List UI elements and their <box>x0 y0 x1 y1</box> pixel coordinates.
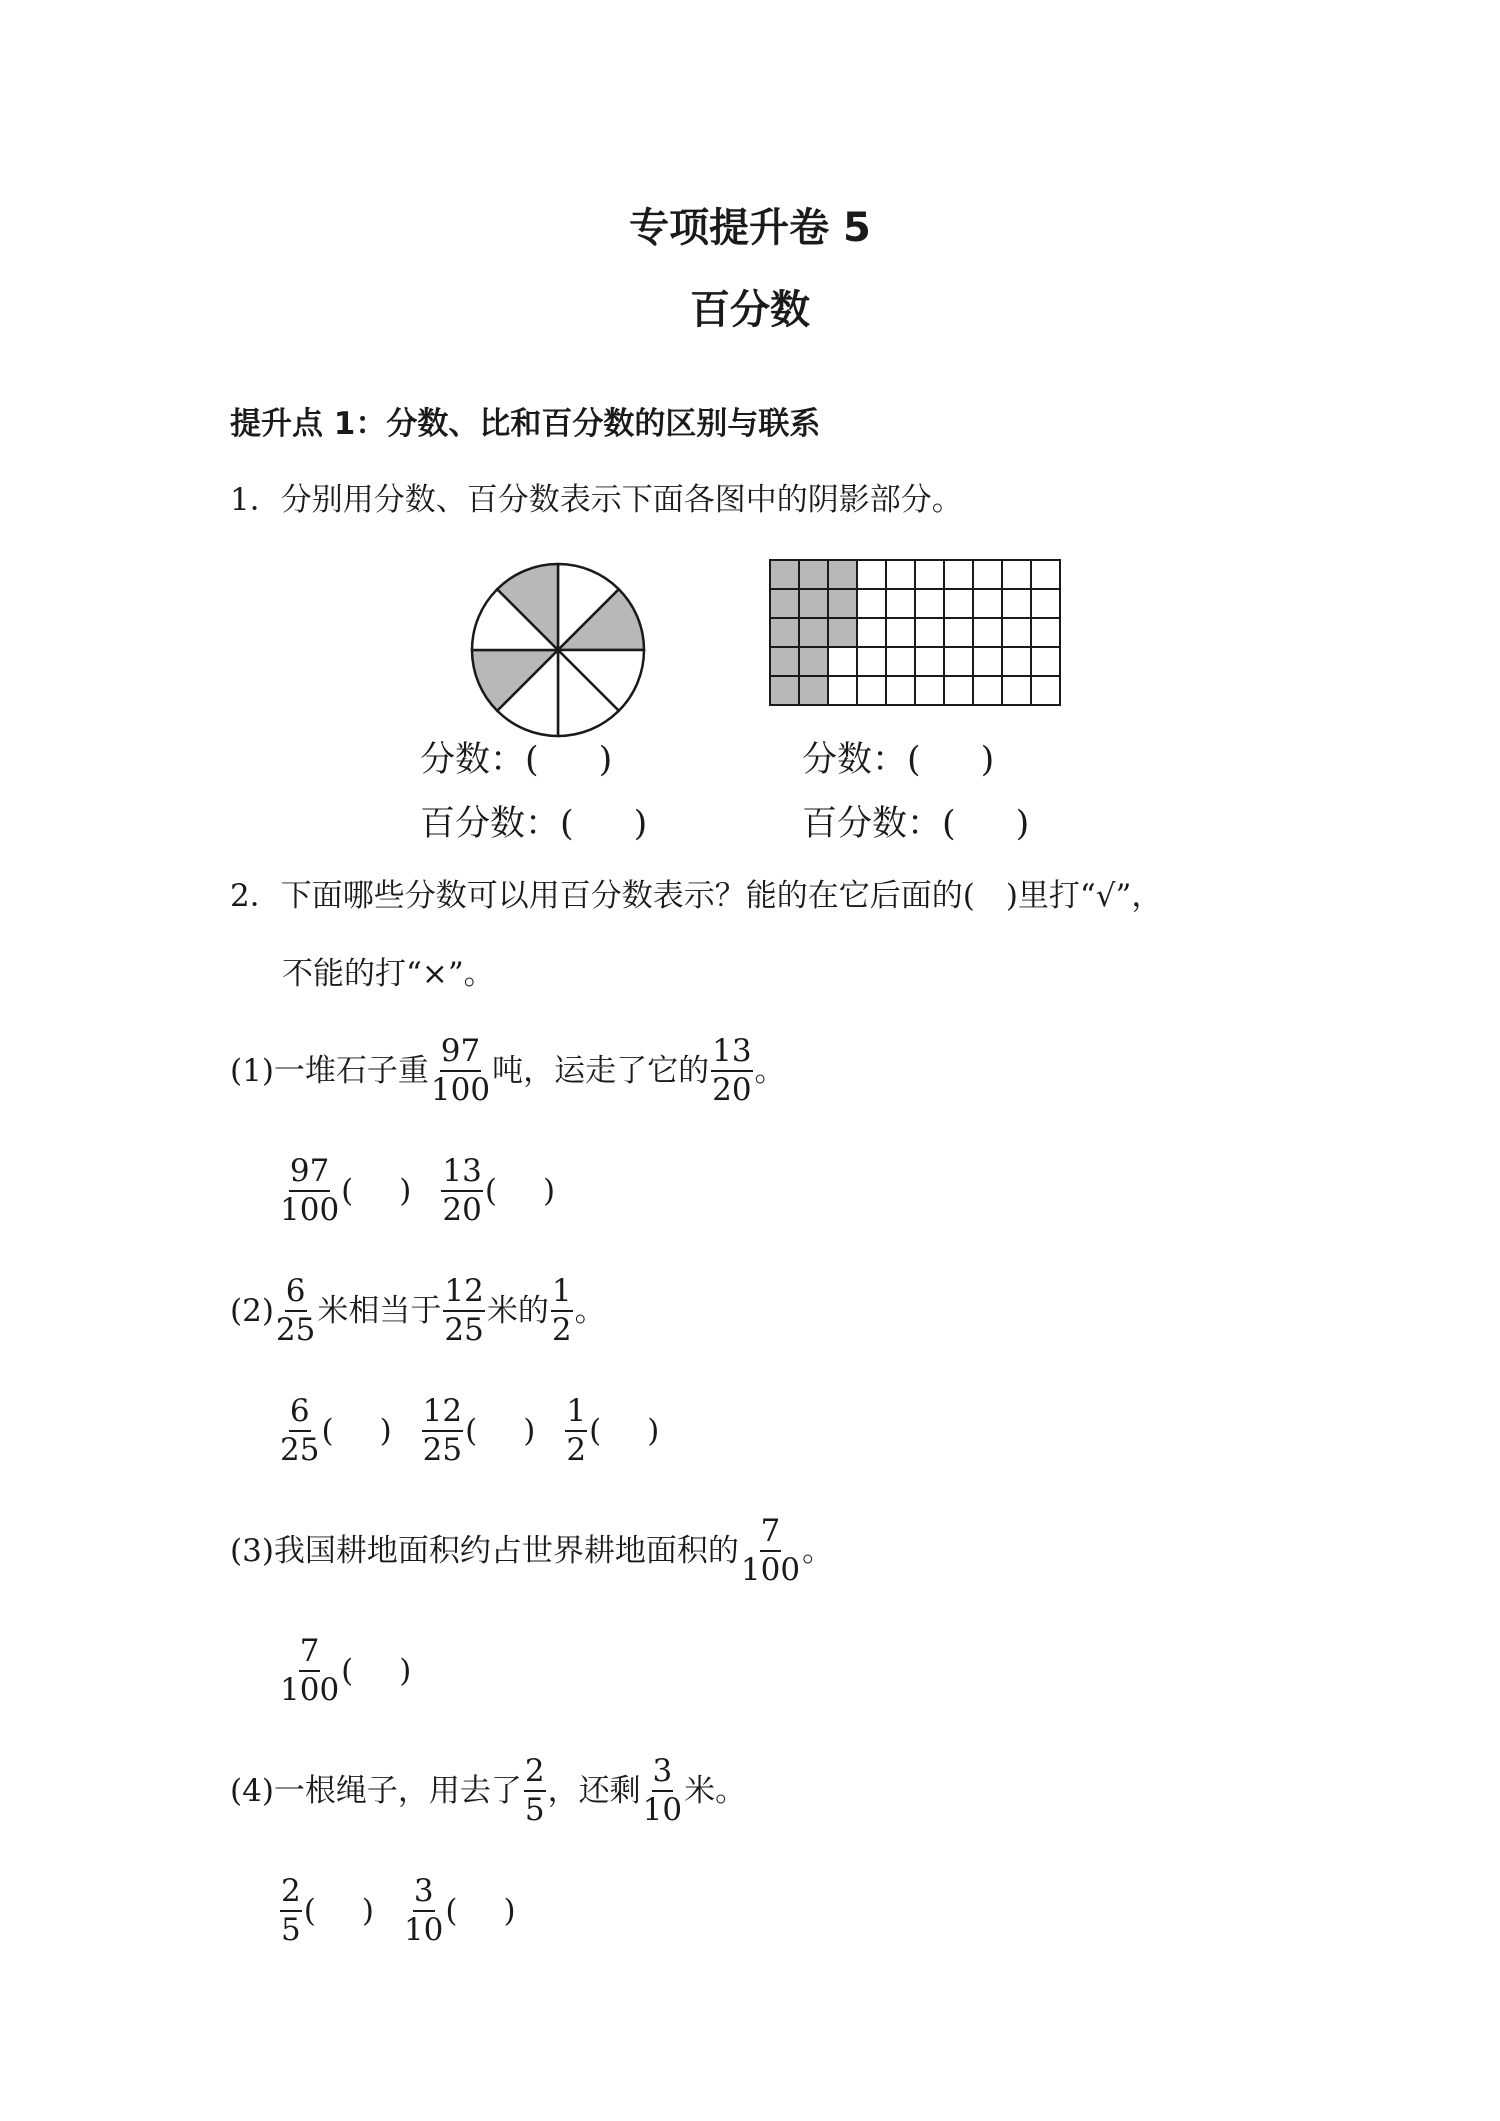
grid-cell <box>973 560 1002 589</box>
grid-cell <box>944 647 973 676</box>
grid-cell-shaded <box>770 618 799 647</box>
grid-cell <box>1002 647 1031 676</box>
part-number: (4) <box>230 1773 274 1809</box>
part-text: 米。 <box>684 1773 747 1809</box>
denominator: 25 <box>280 1432 320 1468</box>
part-text: 米的 <box>486 1293 549 1329</box>
denominator: 20 <box>442 1192 482 1228</box>
part-1 <box>230 1033 786 1108</box>
page-subtitle: 百分数 <box>690 287 810 333</box>
question-number: 1． <box>230 482 281 518</box>
fraction <box>280 1873 302 1948</box>
close-paren: ) <box>598 740 613 780</box>
part-text: 我国耕地面积约占世界耕地面积的 <box>273 1533 739 1569</box>
percent-label: 百分数：( <box>802 804 956 844</box>
open-paren: ( <box>445 1893 458 1929</box>
answer-item <box>278 1153 412 1228</box>
grid-cell-shaded <box>828 589 857 618</box>
grid-cell <box>973 647 1002 676</box>
fraction <box>430 1033 491 1108</box>
fraction <box>275 1273 316 1348</box>
numerator: 3 <box>652 1756 674 1792</box>
pie-figure <box>468 560 648 740</box>
question-number: 2． <box>230 878 281 914</box>
grid-cell <box>1002 589 1031 618</box>
grid-cell <box>915 676 944 705</box>
grid-cell <box>886 618 915 647</box>
numerator: 13 <box>711 1036 752 1072</box>
grid-cell-shaded <box>799 589 828 618</box>
fraction <box>551 1273 573 1348</box>
answer-item <box>278 1633 412 1708</box>
denominator: 5 <box>281 1912 301 1948</box>
denominator: 100 <box>430 1072 491 1108</box>
grid-cell <box>1031 647 1060 676</box>
part-text: 一堆石子重 <box>273 1053 429 1089</box>
grid-cell <box>1031 676 1060 705</box>
denominator: 100 <box>740 1552 801 1588</box>
open-paren: ( <box>589 1413 602 1449</box>
close-paren: ) <box>647 1413 660 1449</box>
part-text: ，还剩 <box>547 1773 641 1809</box>
part-text: 一根绳子，用去了 <box>273 1773 522 1809</box>
grid-cell-shaded <box>770 676 799 705</box>
grid-cell-shaded <box>770 560 799 589</box>
grid-cell-shaded <box>828 560 857 589</box>
grid-cell <box>973 589 1002 618</box>
close-paren: ) <box>361 1893 374 1929</box>
grid-fraction-answer <box>802 732 994 782</box>
close-paren: ) <box>503 1893 516 1929</box>
fraction-label: 分数：( <box>420 740 539 780</box>
part-3 <box>230 1513 834 1588</box>
answer-item <box>402 1873 516 1948</box>
fraction <box>443 1273 484 1348</box>
part-number: (2) <box>230 1293 274 1329</box>
percent-label: 百分数：( <box>420 804 574 844</box>
grid-cell <box>973 676 1002 705</box>
part-2-answers <box>278 1393 687 1468</box>
grid-cell-shaded <box>770 647 799 676</box>
question-2-line2: 不能的打“×”。 <box>282 956 495 992</box>
fraction <box>280 1153 340 1228</box>
question-1 <box>230 480 963 520</box>
grid-cell <box>828 676 857 705</box>
numerator: 2 <box>280 1876 302 1912</box>
grid-cell <box>886 676 915 705</box>
part-4-answers <box>278 1873 544 1948</box>
numerator: 97 <box>289 1156 330 1192</box>
numerator: 7 <box>760 1516 782 1552</box>
numerator: 2 <box>524 1756 546 1792</box>
grid-cell <box>886 560 915 589</box>
pie-fraction-answer <box>420 732 612 782</box>
open-paren: ( <box>341 1653 354 1689</box>
grid-cell <box>1002 560 1031 589</box>
close-paren: ) <box>1015 804 1030 844</box>
numerator: 6 <box>289 1396 311 1432</box>
numerator: 97 <box>440 1036 481 1072</box>
numerator: 12 <box>422 1396 463 1432</box>
denominator: 10 <box>642 1792 683 1828</box>
answer-item <box>563 1393 660 1468</box>
grid-cell <box>973 618 1002 647</box>
question-text: 分别用分数、百分数表示下面各图中的阴影部分。 <box>280 482 963 518</box>
fraction <box>524 1753 546 1828</box>
numerator: 12 <box>443 1276 484 1312</box>
grid-cell <box>886 647 915 676</box>
close-paren: ) <box>523 1413 536 1449</box>
fraction <box>441 1153 482 1228</box>
grid-cell <box>944 589 973 618</box>
denominator: 2 <box>551 1312 572 1348</box>
part-text: 吨，运走了它的 <box>492 1053 710 1089</box>
grid-cell <box>1031 589 1060 618</box>
numerator: 6 <box>285 1276 307 1312</box>
grid-cell-shaded <box>799 647 828 676</box>
close-paren: ) <box>980 740 995 780</box>
numerator: 1 <box>565 1396 587 1432</box>
denominator: 2 <box>566 1432 587 1468</box>
numerator: 3 <box>413 1876 435 1912</box>
part-text: 米相当于 <box>317 1293 442 1329</box>
denominator: 100 <box>280 1192 340 1228</box>
section-heading: 提升点 1：分数、比和百分数的区别与联系 <box>230 406 821 442</box>
grid-cell <box>1002 676 1031 705</box>
fraction <box>422 1393 463 1468</box>
question-2 <box>230 876 1162 916</box>
fraction-label: 分数：( <box>802 740 921 780</box>
grid-cell-shaded <box>828 618 857 647</box>
grid-cell-shaded <box>799 560 828 589</box>
grid-cell <box>1002 618 1031 647</box>
fraction <box>280 1633 340 1708</box>
page-title: 专项提升卷 5 <box>629 205 871 251</box>
grid-cell <box>857 589 886 618</box>
fraction <box>403 1873 444 1948</box>
close-paren: ) <box>379 1413 392 1449</box>
denominator: 5 <box>524 1792 545 1828</box>
part-text: 。 <box>802 1533 834 1569</box>
fraction <box>642 1753 683 1828</box>
numerator: 13 <box>441 1156 482 1192</box>
question-text: 下面哪些分数可以用百分数表示？能的在它后面的( )里打“√”， <box>280 878 1163 914</box>
grid-percent-answer <box>802 796 1029 846</box>
grid-cell <box>886 589 915 618</box>
answer-item <box>439 1153 556 1228</box>
grid-cell <box>1031 560 1060 589</box>
fraction <box>280 1393 320 1468</box>
close-paren: ) <box>633 804 648 844</box>
grid-cell-shaded <box>799 618 828 647</box>
open-paren: ( <box>303 1893 316 1929</box>
part-4 <box>230 1753 747 1828</box>
grid-cell <box>1031 618 1060 647</box>
grid-figure <box>768 558 1068 708</box>
open-paren: ( <box>321 1413 334 1449</box>
grid-cell <box>857 560 886 589</box>
close-paren: ) <box>399 1653 412 1689</box>
part-3-answers <box>278 1633 439 1708</box>
denominator: 10 <box>403 1912 444 1948</box>
grid-cell <box>944 560 973 589</box>
fraction <box>740 1513 801 1588</box>
pie-percent-answer <box>420 796 647 846</box>
grid-cell <box>857 647 886 676</box>
grid-cell <box>944 618 973 647</box>
grid-cell-shaded <box>770 589 799 618</box>
denominator: 25 <box>444 1312 484 1348</box>
grid-cell <box>828 647 857 676</box>
answer-item <box>420 1393 536 1468</box>
part-text: 。 <box>574 1293 606 1329</box>
part-2 <box>230 1273 606 1348</box>
part-number: (1) <box>230 1053 274 1089</box>
part-number: (3) <box>230 1533 274 1569</box>
open-paren: ( <box>341 1173 354 1209</box>
numerator: 1 <box>551 1276 573 1312</box>
close-paren: ) <box>542 1173 556 1209</box>
answer-item <box>278 1873 374 1948</box>
grid-cell <box>915 560 944 589</box>
fraction <box>565 1393 587 1468</box>
grid-cell <box>857 618 886 647</box>
open-paren: ( <box>465 1413 478 1449</box>
fraction <box>711 1033 752 1108</box>
open-paren: ( <box>484 1173 497 1209</box>
grid-cell <box>915 589 944 618</box>
numerator: 7 <box>299 1636 321 1672</box>
answer-item <box>278 1393 392 1468</box>
grid-cell <box>944 676 973 705</box>
denominator: 20 <box>712 1072 752 1108</box>
denominator: 100 <box>280 1672 340 1708</box>
close-paren: ) <box>399 1173 412 1209</box>
grid-cell <box>915 647 944 676</box>
part-text: 。 <box>754 1053 786 1089</box>
denominator: 25 <box>275 1312 316 1348</box>
grid-cell <box>915 618 944 647</box>
denominator: 25 <box>422 1432 463 1468</box>
grid-cell <box>857 676 886 705</box>
grid-cell-shaded <box>799 676 828 705</box>
part-1-answers <box>278 1153 583 1228</box>
